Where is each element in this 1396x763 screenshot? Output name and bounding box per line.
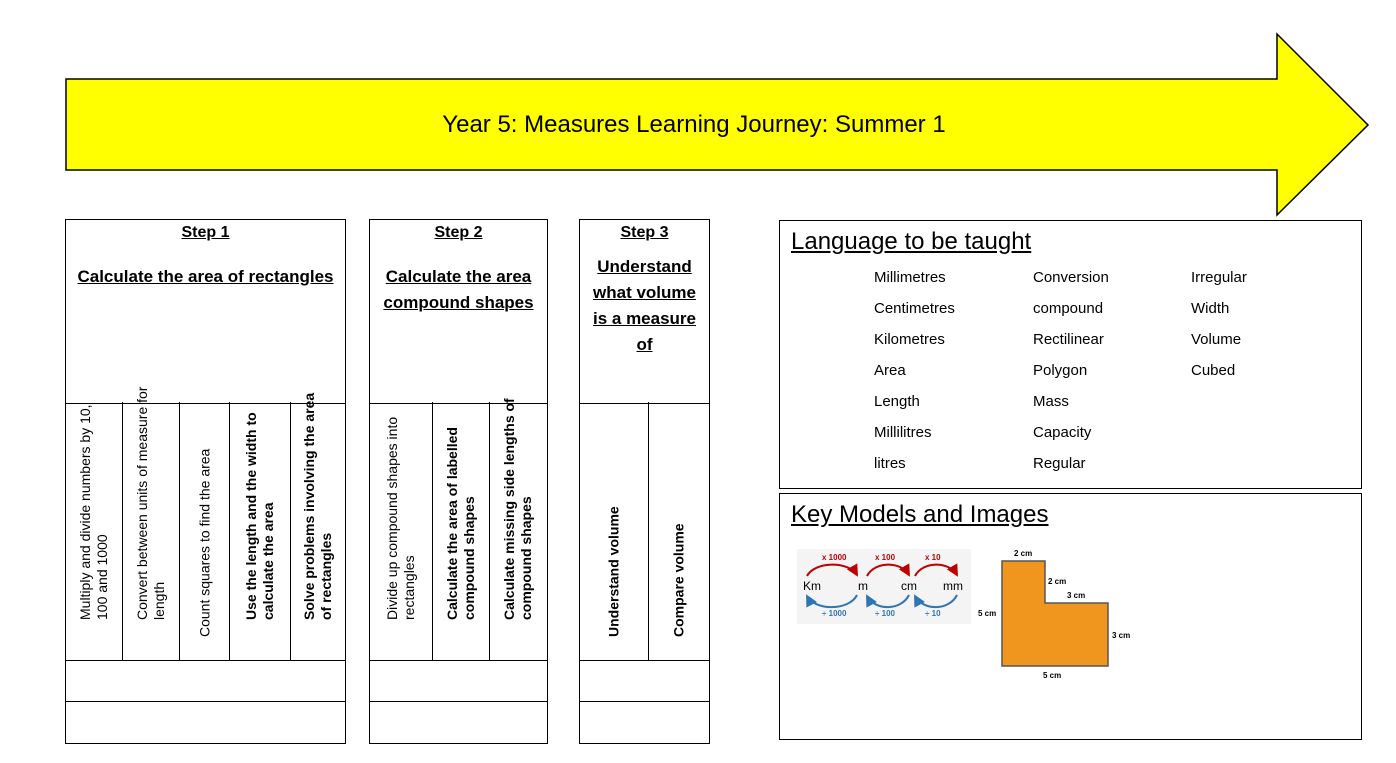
language-panel xyxy=(779,220,1362,489)
vocab-word: Irregular xyxy=(1191,269,1247,286)
unit-label: Km xyxy=(803,579,821,593)
vocab-word: Centimetres xyxy=(874,300,955,317)
step-3-row-divider xyxy=(580,701,709,702)
unit-label: m xyxy=(858,579,868,593)
step-3-number: Step 3 xyxy=(620,224,669,241)
step-1-skill-4: Use the length and the width to calculate the area xyxy=(243,412,276,620)
step-2-table xyxy=(369,219,548,744)
step-3-row-divider xyxy=(580,660,709,661)
dimension-label: 3 cm xyxy=(1112,631,1131,640)
vocab-word: Cubed xyxy=(1191,362,1236,379)
compound-shape-diagram xyxy=(975,546,1135,686)
step-1-row-divider xyxy=(66,660,345,661)
step-2-col-1 xyxy=(370,402,432,660)
vocab-word: Length xyxy=(874,393,920,410)
vocab-word: Width xyxy=(1191,300,1230,317)
step-1-skill-5: Solve problems involving the area of rectangles xyxy=(300,392,334,620)
multiply-label: x 10 xyxy=(925,553,941,562)
vocab-word: Millimetres xyxy=(874,269,946,286)
step-3-col-1 xyxy=(580,402,648,660)
step-2-col-3 xyxy=(489,398,546,660)
step-3-skill-2: Compare volume xyxy=(670,523,686,637)
step-1-col-1 xyxy=(66,402,122,660)
vocab-word: litres xyxy=(874,455,906,472)
step-2-skill-2: Calculate the area of labelled compound shapes xyxy=(444,427,477,620)
multiply-label: x 100 xyxy=(875,553,896,562)
step-2-row-divider xyxy=(370,701,547,702)
dimension-label: 2 cm xyxy=(1048,577,1067,586)
models-title: Key Models and Images xyxy=(791,501,1049,528)
step-2-skill-3: Calculate missing side lengths of compound shapes xyxy=(501,398,534,620)
step-1-skill-1: Multiply and divide numbers by 10, 100 and 1000 xyxy=(77,404,110,620)
unit-conversion-diagram xyxy=(797,549,971,624)
vocab-word: Millilitres xyxy=(874,424,932,441)
step-1-col-4 xyxy=(229,402,290,660)
vocab-list-2 xyxy=(1033,268,1109,485)
vocab-word: Regular xyxy=(1033,455,1086,472)
models-panel xyxy=(779,493,1362,740)
step-1-skill-2: Convert between units of measure for length xyxy=(134,386,167,620)
step-2-col-2 xyxy=(432,402,489,660)
step-1-number: Step 1 xyxy=(181,224,230,241)
dimension-label: 3 cm xyxy=(1067,591,1086,600)
vocab-word: Volume xyxy=(1191,331,1242,348)
step-1-col-3 xyxy=(179,402,229,660)
step-1-table xyxy=(65,219,346,744)
vocab-word: Area xyxy=(874,362,906,379)
dimension-label: 5 cm xyxy=(978,609,997,618)
dimension-label: 5 cm xyxy=(1043,671,1062,680)
step-1-header xyxy=(66,220,345,404)
divide-label: ÷ 1000 xyxy=(822,609,847,618)
step-3-table xyxy=(579,219,710,744)
step-3-header xyxy=(580,220,709,404)
step-2-row-divider xyxy=(370,660,547,661)
step-1-col-5 xyxy=(290,392,344,660)
step-3-col-2 xyxy=(648,402,708,660)
vocab-list-3 xyxy=(1191,268,1247,392)
step-2-goal: Calculate the area compound shapes xyxy=(383,267,534,312)
step-2-skill-1: Divide up compound shapes into rectangles xyxy=(384,416,417,620)
step-1-row-divider xyxy=(66,701,345,702)
dimension-label: 2 cm xyxy=(1014,549,1033,558)
divide-label: ÷ 10 xyxy=(925,609,941,618)
unit-label: cm xyxy=(901,579,917,593)
unit-label: mm xyxy=(943,579,963,593)
vocab-word: Polygon xyxy=(1033,362,1088,379)
page-title: Year 5: Measures Learning Journey: Summer 1 xyxy=(442,111,946,138)
step-1-goal: Calculate the area of rectangles xyxy=(77,267,334,286)
vocab-word: Kilometres xyxy=(874,331,945,348)
step-2-header xyxy=(370,220,547,404)
multiply-label: x 1000 xyxy=(822,553,847,562)
vocab-word: Rectilinear xyxy=(1033,331,1104,348)
vocab-word: Conversion xyxy=(1033,269,1109,286)
vocab-word: Capacity xyxy=(1033,424,1092,441)
step-1-skill-3: Count squares to find the area xyxy=(196,448,212,637)
step-2-number: Step 2 xyxy=(434,224,483,241)
step-3-skill-1: Understand volume xyxy=(605,506,622,637)
language-title: Language to be taught xyxy=(791,228,1032,255)
vocab-word: compound xyxy=(1033,300,1104,317)
vocab-word: Mass xyxy=(1033,393,1069,410)
divide-label: ÷ 100 xyxy=(875,609,895,618)
step-1-col-2 xyxy=(122,386,179,660)
step-3-goal: Understand what volume is a measure of xyxy=(592,257,696,354)
vocab-list-1 xyxy=(874,268,955,485)
